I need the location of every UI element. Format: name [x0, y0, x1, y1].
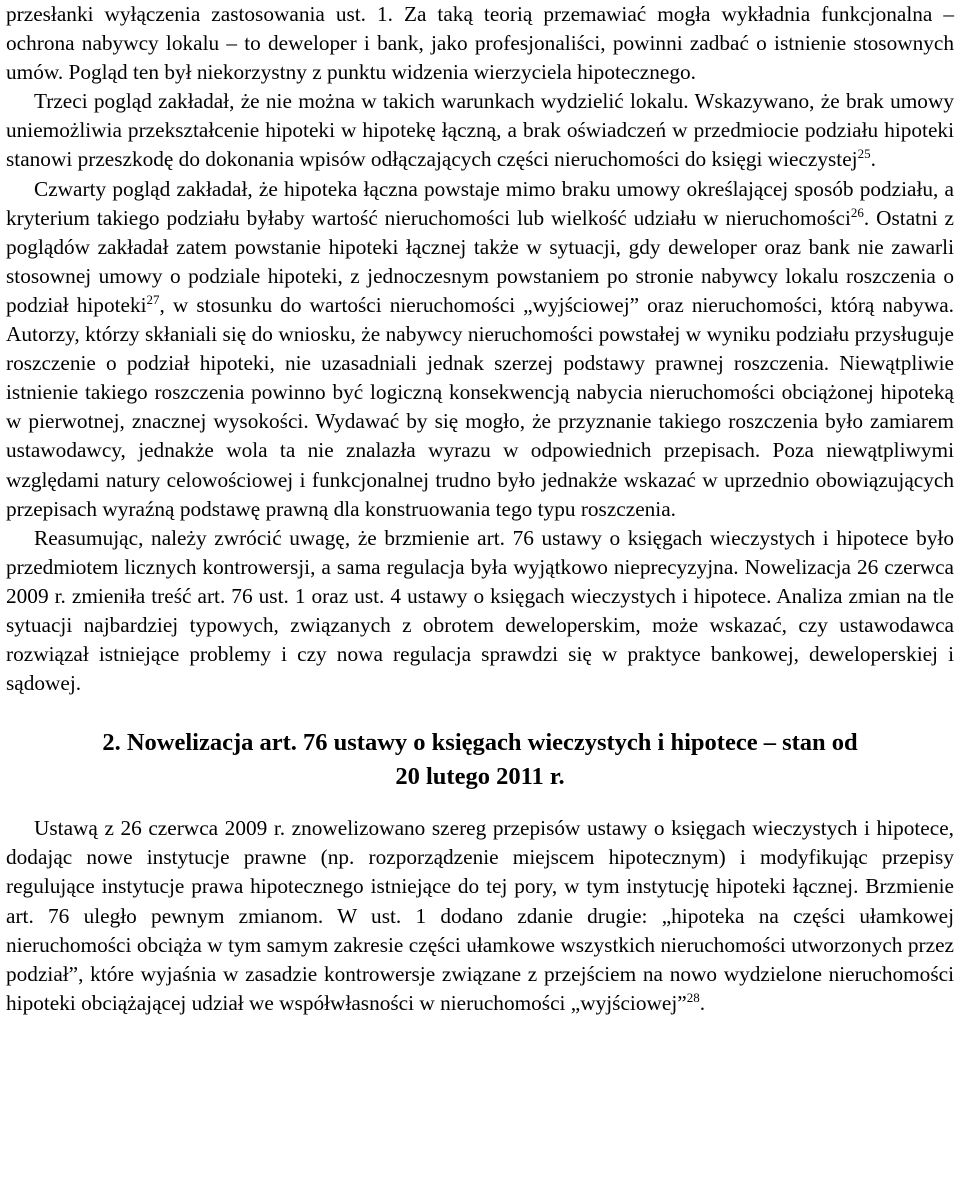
paragraph-text: Reasumując, należy zwrócić uwagę, że brzmienie art. 76 ustawy o księgach wieczystych i hipotece było przedmiotem licznych kontrowersji, a sama regulacja była wyjątkowo nieprecyzyjna. Nowelizacja 26 czerwca 2009 r. zmieniła treść art. 76 ust. 1 oraz ust. 4 ustawy o księgach wieczystych i hipotece. Analiza zmian na tle sytuacji najbardziej typowych, związanych z obrotem deweloperskim, może wskazać, czy ustawodawca rozwiązał istniejące problemy i czy nowa regulacja sprawdzi się w praktyce bankowej, deweloperskiej i sądowej. — [6, 525, 954, 696]
paragraph — [6, 87, 954, 174]
paragraph-text: , w stosunku do wartości nieruchomości „wyjściowej” oraz nieruchomości, którą nabywa. Autorzy, którzy skłaniali się do wniosku, że nabywcy nieruchomości powstałej w wyniku podziału przysługuje roszczenie o podział hipoteki, nie uzasadniali jednak szerzej podstawy prawnej roszczenia. Niewątpliwie istnienie takiego roszczenia powinno być logiczną konsekwencją nabycia nieruchomości obciążonej hipoteką w pierwotnej, znacznej wysokości. Wydawać by się mogło, że przyznanie takiego roszczenia było zamiarem ustawodawcy, jednakże wola ta nie znalazła wyrazu w odpowiednich przepisach. Poza niewątpliwymi względami natury celowościowej i funkcjonalnej trudno było jednakże wskazać w uprzednio obowiązujących przepisach wyraźną podstawę prawną dla konstruowania tego typu roszczenia. — [6, 292, 954, 521]
footnote-reference: 28 — [686, 989, 700, 1005]
paragraph-text: Trzeci pogląd zakładał, że nie można w takich warunkach wydzielić lokalu. Wskazywano, że brak umowy uniemożliwia przekształcenie hipoteki w hipotekę łączną, a brak oświadczeń w przedmiocie podziału hipoteki stanowi przeszkodę do dokonania wpisów odłączających części nieruchomości do księgi wieczystej — [6, 89, 954, 172]
section-heading-line-1: 2. Nowelizacja art. 76 ustawy o księgach wieczystych i hipotece – stan od — [102, 729, 858, 757]
paragraph-text: . Ostatni z poglądów zakładał zatem powstanie hipoteki łącznej także w sytuacji, gdy deweloper oraz bank nie zawarli stosownej umowy o podziale hipoteki, z jednoczesnym powstaniem po stronie nabywcy lokalu roszczenia o podział hipoteki — [6, 205, 954, 317]
paragraph-text: przesłanki wyłączenia zastosowania ust. 1. Za taką teorią przemawiać mogła wykładnia funkcjonalna – ochrona nabywcy lokalu – to deweloper i bank, jako profesjonaliści, powinni zadbać o istnienie stosownych umów. Pogląd ten był niekorzystny z punktu widzenia wierzyciela hipotecznego. — [6, 2, 954, 85]
paragraph — [6, 524, 954, 699]
paragraph-text: Ustawą z 26 czerwca 2009 r. znowelizowano szereg przepisów ustawy o księgach wieczystych i hipotece, dodając nowe instytucje prawne (np. rozporządzenie miejscem hipotecznym) i modyfikując przepisy regulujące instytucje prawa hipotecznego istniejące do tej pory, w tym instytucję hipoteki łącznej. Brzmienie art. 76 uległo pewnym zmianom. W ust. 1 dodano zdanie drugie: „hipoteka na części ułamkowej nieruchomości obciąża w tym samym zakresie części ułamkowe wszystkich nieruchomości utworzonych przez podział”, które wyjaśnia w zasadzie kontrowersje związane z przejściem na nowo wydzielone nieruchomości hipoteki obciążającej udział we współwłasności w nieruchomości „wyjściowej” — [6, 816, 954, 1015]
section-heading — [6, 726, 954, 794]
section-heading-line-2: 20 lutego 2011 r. — [395, 763, 565, 791]
paragraph — [6, 0, 954, 87]
footnote-reference: 25 — [857, 146, 871, 162]
paragraph-text: Czwarty pogląd zakładał, że hipoteka łączna powstaje mimo braku umowy określającej sposób podziału, a kryterium takiego podziału byłaby wartość nieruchomości lub wielkość udziału w nieruchomości — [6, 176, 954, 230]
body-text-before-heading — [6, 0, 954, 698]
footnote-reference: 27 — [146, 291, 160, 307]
paragraph-text: . — [699, 990, 706, 1015]
paragraph — [6, 175, 954, 524]
document-page — [6, 0, 954, 1018]
paragraph — [6, 814, 954, 1018]
footnote-reference: 26 — [850, 204, 864, 220]
paragraph-text: . — [870, 147, 876, 172]
body-text-after-heading — [6, 814, 954, 1018]
